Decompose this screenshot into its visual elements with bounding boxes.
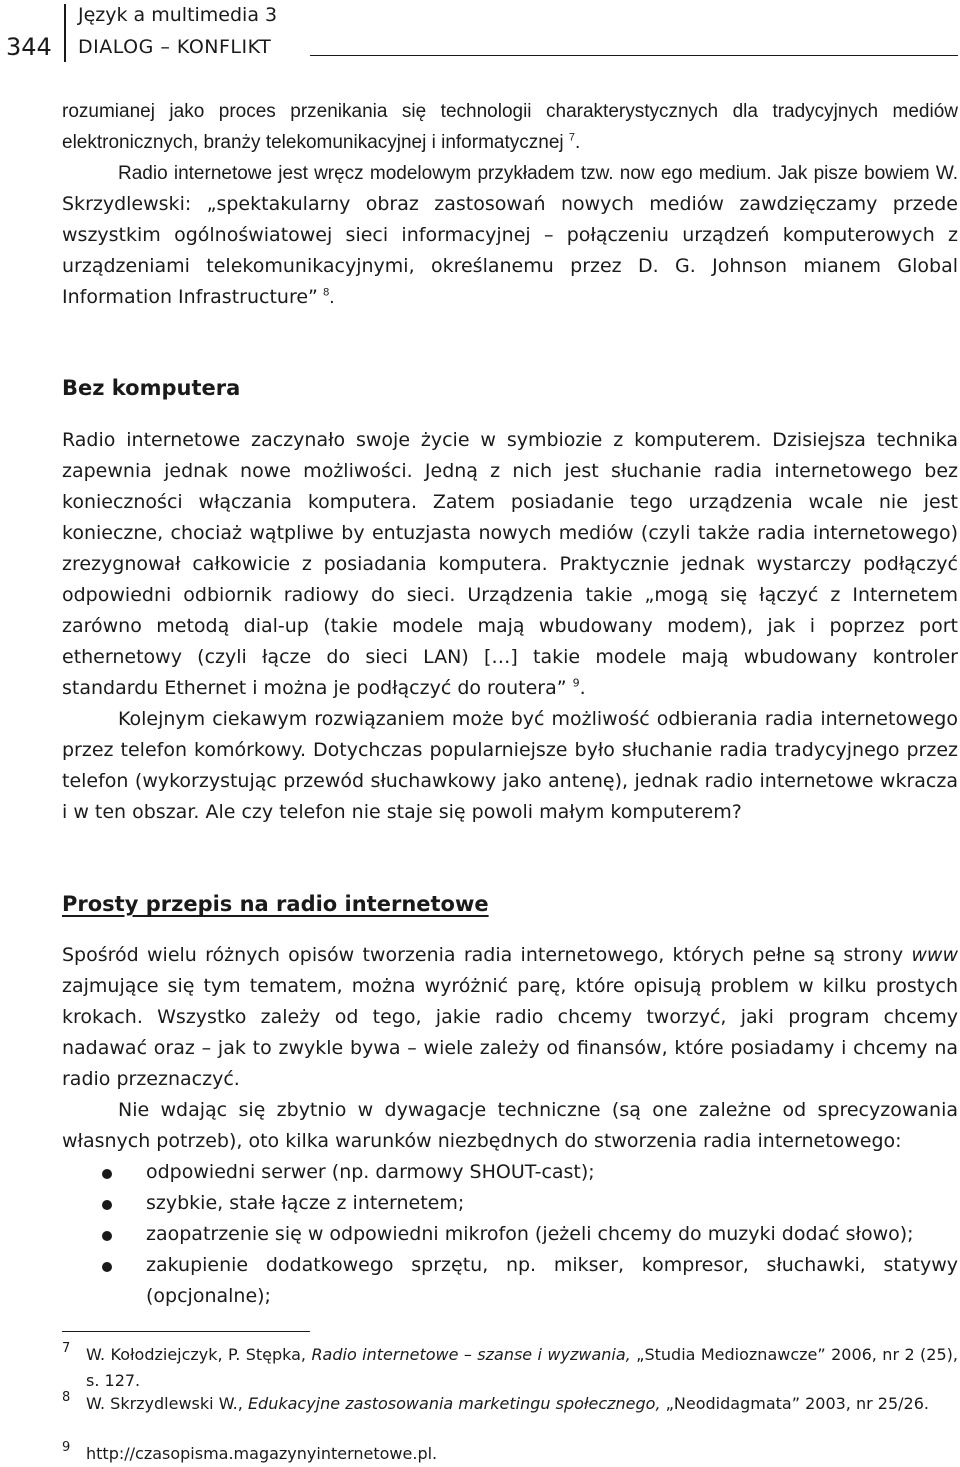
footnote-source: „Studia Medioznawcze” 2006, nr 2 (25), s. 127.	[86, 1345, 958, 1390]
bullet-icon	[102, 1200, 112, 1210]
section1-paragraph-1: Radio internetowe zaczynało swoje życie w symbiozie z komputerem. Dzisiejsza technika zapewnia jednak nowe możliwości. Jedną z nich jest słuchanie radia internetowego bez konieczności włączania komputera. Zatem posiadanie tego urządzenia wcale nie jest konieczne, chociaż wątpliwe by entuzjasta nowych mediów (czyli także radia internetowego) zrezygnował całkowicie z posiadania komputera. Praktycznie jednak wystarczy podłączyć odpowiedni odbiornik radiowy do sieci. Urządzenia takie „mogą się łączyć z Internetem zarówno metodą dial-up (takie modele mają wbudowany modem), jak i poprzez port ethernetowy (czyli łącze do sieci LAN) […] takie modele mają wbudowany kontroler standardu Ethernet i można je podłączyć do routera” $^9$.	[62, 429, 958, 699]
section2-body	[62, 940, 958, 1312]
footnote-number: 8	[62, 1390, 71, 1405]
series-title: Język a multimedia 3	[78, 4, 278, 26]
footnote-url[interactable]: http://czasopisma.magazynyinternetowe.pl.	[86, 1444, 438, 1463]
www-term: www	[911, 944, 958, 966]
footnote-text	[86, 1441, 958, 1467]
list-item-text: zakupienie dodatkowego sprzętu, np. mikser, kompresor, słuchawki, statywy (opcjonalne);	[146, 1254, 958, 1307]
intro-quote: Skrzydlewski: „spektakularny obraz zastosowań nowych mediów zawdzięczamy przede wszystkim ogólnoświatowej sieci informacyjnej – połączeniu urządzeń komputerowych z urządzeniami telekomunikacyjnymi, określanemu przez D. G. Johnson mianem Global Information Infrastructure”	[62, 193, 958, 308]
footnote-ref-7[interactable]: 7	[568, 131, 576, 144]
footnote-number: 7	[62, 1341, 71, 1356]
section-heading-2: Prosty przepis na radio internetowe	[62, 892, 489, 916]
section2-paragraph-1	[62, 940, 958, 1095]
header-rule	[310, 55, 958, 56]
section-bez-komputera	[62, 374, 958, 402]
footnote-text	[86, 1342, 958, 1394]
volume-title: DIALOG – KONFLIKT	[78, 36, 272, 58]
intro-paragraph-2: Radio internetowe jest wręcz modelowym przykładem tzw. now ego medium. Jak pisze bowiem W. Skrzydlewski: „spektakularny obraz zastosowań nowych mediów zawdzięczamy przede wszystkim ogólnoświatowej sieci informacyjnej – połączeniu urządzeń komputerowych z urządzeniami telekomunikacyjnymi, określanemu przez D. G. Johnson mianem Global Information Infrastructure” $^8$.	[62, 163, 958, 308]
list-item-text: odpowiedni serwer (np. darmowy SHOUT-cast);	[146, 1161, 595, 1183]
header-divider	[64, 4, 66, 62]
list-item	[62, 1157, 958, 1188]
footnote-8	[62, 1391, 958, 1417]
section2-text-1b: zajmujące się tym tematem, można wyróżnić parę, które opisują problem w kilku prostych krokach. Wszystko zależy od tego, jakie radio chcemy tworzyć, jaki program chcemy nadawać oraz – jak to zwykle bywa – wiele zależy od finansów, które posiadamy i chcemy na radio przeznaczyć.	[62, 975, 958, 1090]
footnote-text	[86, 1391, 958, 1417]
list-item	[62, 1188, 958, 1219]
intro-block	[62, 96, 958, 313]
section-heading-1: Bez komputera	[62, 376, 241, 400]
page-number: 344	[6, 33, 52, 61]
list-item	[62, 1219, 958, 1250]
bullet-icon	[102, 1231, 112, 1241]
footnote-ref-8[interactable]: 8	[323, 286, 330, 299]
footnote-title: Edukacyjne zastosowania marketingu społecznego,	[247, 1394, 661, 1413]
footnote-source: „Neodidagmata” 2003, nr 25/26.	[660, 1394, 929, 1413]
footnote-author: W. Skrzydlewski W.,	[86, 1394, 248, 1413]
section1-text-1: Radio internetowe zaczynało swoje życie w symbiozie z komputerem. Dzisiejsza technika zapewnia jednak nowe możliwości. Jedną z nich jest słuchanie radia internetowego bez konieczności włączania komputera. Zatem posiadanie tego urządzenia wcale nie jest konieczne, chociaż wątpliwe by entuzjasta nowych mediów (czyli także radia internetowego) zrezygnował całkowicie z posiadania komputera. Praktycznie jednak wystarczy podłączyć odpowiedni odbiornik radiowy do sieci. Urządzenia takie „mogą się łączyć z Internetem zarówno metodą dial-up (takie modele mają wbudowany modem), jak i poprzez port ethernetowy (czyli łącze do sieci LAN) […] takie modele mają wbudowany kontroler standardu Ethernet i można je podłączyć do routera”	[62, 429, 958, 699]
footnote-author: W. Kołodziejczyk, P. Stępka,	[86, 1345, 312, 1364]
footnote-9	[62, 1441, 958, 1467]
footnote-7	[62, 1342, 958, 1394]
section1-body	[62, 425, 958, 828]
list-item-text: szybkie, stałe łącze z internetem;	[146, 1192, 465, 1214]
bullet-icon	[102, 1262, 112, 1272]
section-prosty-przepis	[62, 890, 958, 918]
footnote-title: Radio internetowe – szanse i wyzwania,	[311, 1345, 631, 1364]
list-item-text: zaopatrzenie się w odpowiedni mikrofon (jeżeli chcemy do muzyki dodać słowo);	[146, 1223, 914, 1245]
intro-text-1: rozumianej jako proces przenikania się technologii charakterystycznych dla tradycyjnych mediów elektronicznych, branży telekomunikacyjnej i informatycznej	[62, 101, 958, 153]
section1-paragraph-2: Kolejnym ciekawym rozwiązaniem może być możliwość odbierania radia internetowego przez telefon komórkowy. Dotychczas popularniejsze było słuchanie radia tradycyjnego przez telefon (wykorzystując przewód słuchawkowy jako antenę), jednak radio internetowe wkracza i w ten obszar. Ale czy telefon nie staje się powoli małym komputerem?	[62, 708, 958, 823]
requirements-list	[62, 1157, 958, 1312]
footnote-separator	[62, 1331, 310, 1332]
intro-paragraph-1: rozumianej jako proces przenikania się technologii charakterystycznych dla tradycyjnych mediów elektronicznych, branży telekomunikacyjnej i informatycznej $^7$.	[62, 101, 958, 153]
intro-text-2: Radio internetowe jest wręcz modelowym przykładem tzw. now ego medium. Jak pisze bowiem W.	[118, 163, 958, 184]
section2-text-1a: Spośród wielu różnych opisów tworzenia radia internetowego, których pełne są strony	[62, 944, 912, 966]
list-item	[62, 1250, 958, 1312]
bullet-icon	[102, 1169, 112, 1179]
section2-paragraph-2: Nie wdając się zbytnio w dywagacje techniczne (są one zależne od sprecyzowania własnych potrzeb), oto kilka warunków niezbędnych do stworzenia radia internetowego:	[62, 1099, 958, 1152]
footnote-number: 9	[62, 1440, 71, 1455]
footnote-ref-9[interactable]: 9	[572, 676, 580, 690]
